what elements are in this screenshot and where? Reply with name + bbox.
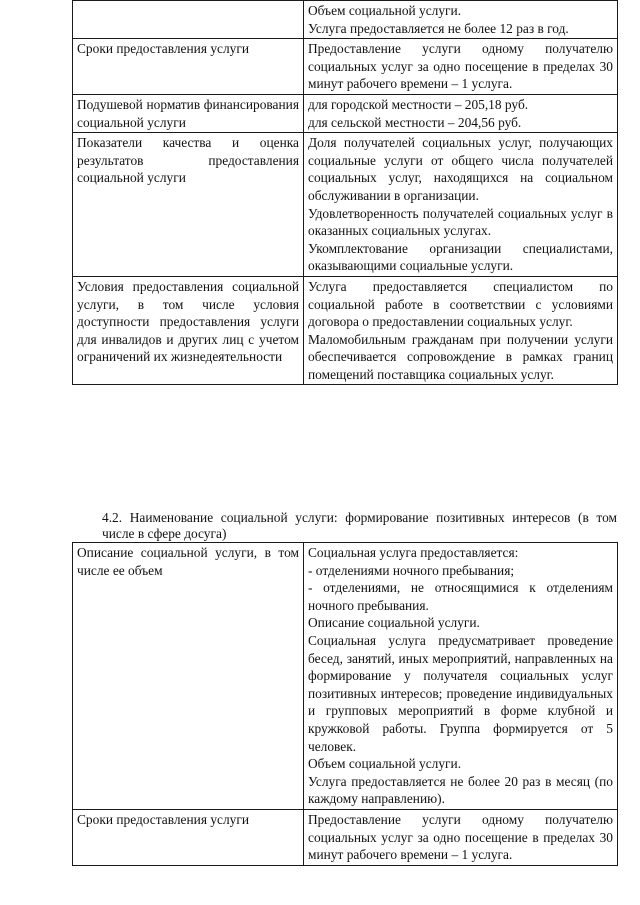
table-row — [73, 276, 618, 385]
paragraph: Социальная услуга предоставляется: — [308, 545, 519, 560]
row-label — [73, 543, 304, 810]
service-table — [72, 542, 618, 866]
paragraph: Описание социальной услуги. — [308, 615, 480, 631]
label-text: Показатели качества и оценка результатов предоставления социальной услуги — [77, 135, 299, 186]
paragraph: Объем социальной услуги. — [308, 3, 462, 18]
row-value — [304, 543, 618, 810]
row-label — [73, 276, 304, 385]
paragraph: для городской местности – 205,18 руб. — [308, 96, 529, 112]
paragraph: Предоставление услуги одному получателю социальных услуг за одно посещение в пределах 30 минут рабочего времени – 1 услуга. — [308, 811, 613, 863]
section-heading — [72, 510, 617, 542]
service-table-continued — [72, 0, 618, 385]
row-label — [73, 94, 304, 132]
row-label — [73, 1, 304, 39]
paragraph: - отделениями, не относящимися к отделениям ночного пребывания. — [308, 580, 613, 613]
paragraph: - отделениями ночного пребывания; — [308, 562, 515, 578]
paragraph: Объем социальной услуги. — [308, 756, 462, 772]
label-text: Описание социальной услуги, в том числе ее объем — [77, 545, 299, 578]
row-value — [304, 809, 618, 865]
table-row — [73, 809, 618, 865]
paragraph: Укомплектование организации специалистами, оказывающими социальные услуги. — [308, 240, 613, 274]
table-row — [73, 1, 618, 39]
paragraph: Услуга предоставляется не более 20 раз в месяц (по каждому направлению). — [308, 773, 613, 807]
row-value — [304, 1, 618, 39]
section-heading-text: 4.2. Наименование социальной услуги: формирование позитивных интересов (в том числе в сфере досуга) — [102, 510, 617, 541]
label-text: Условия предоставления социальной услуги, в том числе условия доступности предоставления услуги для инвалидов и других лиц с учетом ограничений их жизнедеятельности — [77, 278, 299, 365]
table-row — [73, 39, 618, 95]
row-value — [304, 39, 618, 95]
paragraph: Услуга предоставляется специалистом по социальной работе в соответствии с условиями договора о предоставлении социальных услуг. — [308, 278, 613, 330]
row-value — [304, 133, 618, 277]
table-row — [73, 543, 618, 810]
label-text: Подушевой норматив финансирования социальной услуги — [77, 96, 299, 130]
row-label: Сроки предоставления услуги — [73, 39, 304, 95]
paragraph: Удовлетворенность получателей социальных услуг в оказанных социальных услугах. — [308, 205, 613, 239]
table-row — [73, 133, 618, 277]
row-value — [304, 94, 618, 132]
paragraph: для сельской местности – 204,56 руб. — [308, 114, 522, 130]
row-label: Сроки предоставления услуги — [73, 809, 304, 865]
paragraph: Предоставление услуги одному получателю социальных услуг за одно посещение в пределах 30 минут рабочего времени – 1 услуга. — [308, 41, 613, 92]
row-label — [73, 133, 304, 277]
row-value — [304, 276, 618, 385]
paragraph: Маломобильным гражданам при получении услуги обеспечивается сопровождение в рамках границ помещений поставщика социальных услуг. — [308, 331, 613, 382]
table-row — [73, 94, 618, 132]
paragraph: Доля получателей социальных услуг, получающих социальные услуги от общего числа получателей социальных услуг, находящихся на социальном обслуживании в организации. — [308, 135, 613, 203]
paragraph: Услуга предоставляется не более 12 раз в год. — [308, 20, 569, 36]
paragraph: Социальная услуга предусматривает проведение бесед, занятий, иных мероприятий, направленных на формирование у получателя социальных услуг позитивных интересов; проведение индивидуальных и групповых мероприятий в форме клубной и кружковой работы. Группа формируется от 5 человек. — [308, 632, 613, 754]
